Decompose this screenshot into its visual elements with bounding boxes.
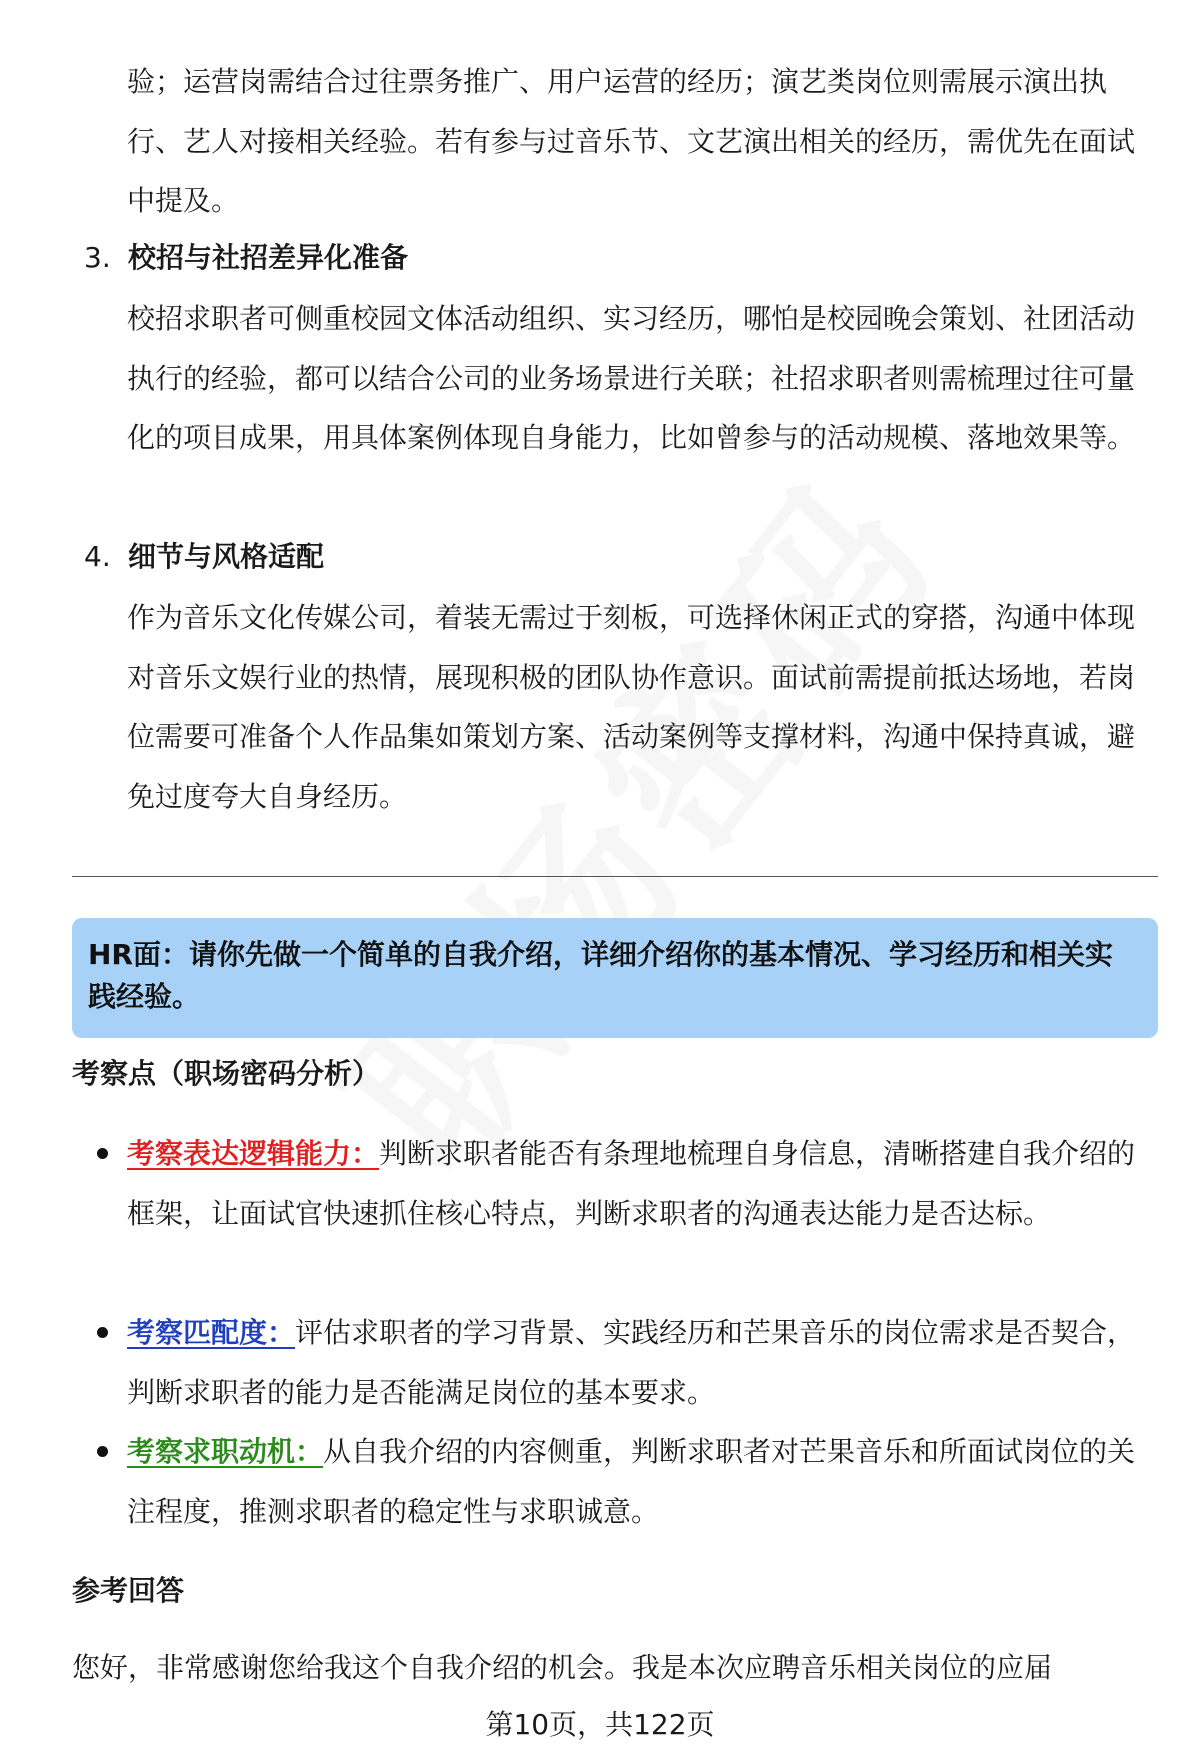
item-3-title: 校招与社招差异化准备 (128, 241, 409, 274)
question-box (72, 918, 1158, 1038)
bullet-dot (97, 1446, 108, 1457)
item-4-title: 细节与风格适配 (128, 540, 325, 573)
bullet-text: 判断求职者能否有条理地梳理自身信息，清晰搭建自我介绍的框架，让面试官快速抓住核心特点，判断求职者的沟通表达能力是否达标。 (127, 1137, 1136, 1230)
item-4-number: 4. (84, 540, 111, 573)
item-3-body: 校招求职者可侧重校园文体活动组织、实习经历，哪怕是校园晚会策划、社团活动执行的经验，都可以结合公司的业务场景进行关联；社招求职者则需梳理过往可量化的项目成果，用具体案例体现自身能力，比如曾参与的活动规模、落地效果等。 (127, 302, 1136, 454)
bullet-label-motivation: 考察求职动机： (127, 1435, 324, 1468)
bullet-item (127, 1303, 1142, 1422)
item-4-body: 作为音乐文化传媒公司，着装无需过于刻板，可选择休闲正式的穿搭，沟通中体现对音乐文娱行业的热情，展现积极的团队协作意识。面试前需提前抵达场地，若岗位需要可准备个人作品集如策划方案、活动案例等支撑材料，沟通中保持真诚，避免过度夸大自身经历。 (127, 601, 1136, 813)
assessment-title: 考察点（职场密码分析） (72, 1057, 381, 1090)
bullet-text: 从自我介绍的内容侧重，判断求职者对芒果音乐和所面试岗位的关注程度，推测求职者的稳定性与求职诚意。 (127, 1435, 1136, 1528)
reference-title: 参考回答 (72, 1574, 185, 1607)
section-divider (72, 876, 1158, 877)
bullet-text: 评估求职者的学习背景、实践经历和芒果音乐的岗位需求是否契合，判断求职者的能力是否能满足岗位的基本要求。 (127, 1316, 1136, 1409)
bullet-dot (97, 1327, 108, 1338)
bullet-item (127, 1422, 1142, 1541)
item-3-heading (84, 238, 408, 278)
item-3-number: 3. (84, 241, 111, 274)
question-text: HR面：请你先做一个简单的自我介绍，详细介绍你的基本情况、学习经历和相关实践经验。 (88, 938, 1113, 1013)
bullet-label-expression: 考察表达逻辑能力： (127, 1137, 380, 1170)
page-footer: 第10页，共122页 (485, 1708, 715, 1741)
continued-paragraph: 验；运营岗需结合过往票务推广、用户运营的经历；演艺类岗位则需展示演出执行、艺人对接相关经验。若有参与过音乐节、文艺演出相关的经历，需优先在面试中提及。 (127, 65, 1136, 217)
bullet-item (127, 1124, 1142, 1243)
item-4-heading (84, 537, 324, 577)
reference-answer: 您好，非常感谢您给我这个自我介绍的机会。我是本次应聘音乐相关岗位的应届 (72, 1651, 1053, 1684)
bullet-dot (97, 1148, 108, 1159)
bullet-label-match: 考察匹配度： (127, 1316, 296, 1349)
